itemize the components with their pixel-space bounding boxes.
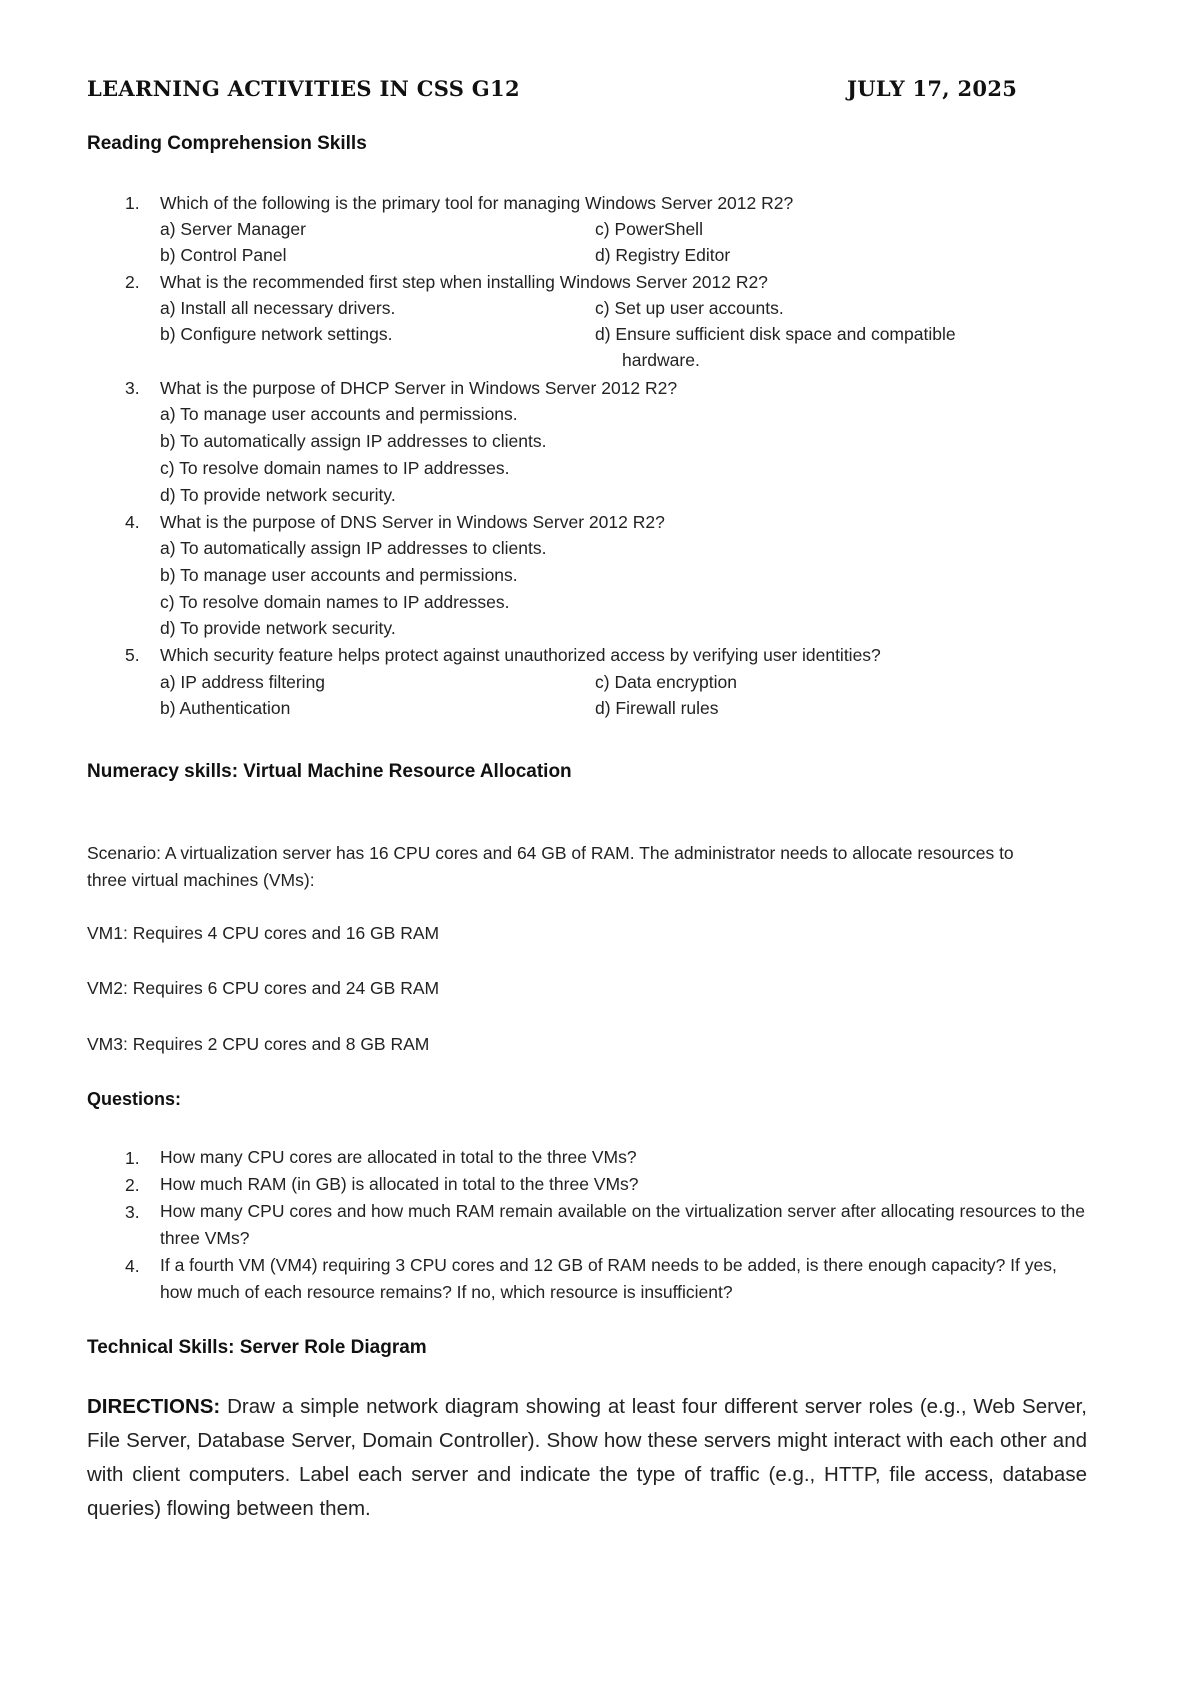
answer-option: a) To manage user accounts and permissions. [160, 404, 518, 424]
answer-option: d) Firewall rules [595, 698, 719, 718]
technical-section-heading: Technical Skills: Server Role Diagram [87, 1337, 427, 1358]
answer-option: d) Registry Editor [595, 245, 731, 265]
answer-option: b) To automatically assign IP addresses to clients. [160, 431, 547, 451]
reading-question-text: Which of the following is the primary tool for managing Windows Server 2012 R2? [160, 193, 794, 213]
numeracy-section-heading: Numeracy skills: Virtual Machine Resource Allocation [87, 761, 572, 782]
answer-option: c) To resolve domain names to IP addresses. [160, 592, 510, 612]
numeracy-question-number: 2. [125, 1175, 140, 1195]
reading-question-text: What is the recommended first step when installing Windows Server 2012 R2? [160, 272, 768, 292]
answer-option: d) To provide network security. [160, 485, 396, 505]
numeracy-question-number: 1. [125, 1148, 140, 1168]
numeracy-question-number: 3. [125, 1202, 140, 1222]
reading-question-number: 1. [125, 193, 140, 213]
reading-question-number: 3. [125, 378, 140, 398]
answer-option: b) Configure network settings. [160, 324, 393, 344]
reading-question-number: 4. [125, 512, 140, 532]
numeracy-question-number: 4. [125, 1256, 140, 1276]
worksheet-title: LEARNING ACTIVITIES IN CSS G12 [87, 76, 520, 101]
numeracy-question-text: If a fourth VM (VM4) requiring 3 CPU cores and 12 GB of RAM needs to be added, is there enough capacity? If yes, how much of each resource remains? If no, which resource is insufficient? [160, 1255, 1057, 1302]
directions-label: DIRECTIONS: [87, 1395, 221, 1418]
numeracy-question-text: How many CPU cores are allocated in total to the three VMs? [160, 1147, 637, 1167]
answer-option: b) Authentication [160, 698, 291, 718]
answer-option: d) To provide network security. [160, 618, 396, 638]
answer-option: b) To manage user accounts and permissions. [160, 565, 518, 585]
answer-option: a) To automatically assign IP addresses to clients. [160, 538, 547, 558]
answer-option: d) Ensure sufficient disk space and compatible [595, 324, 956, 344]
vm-requirement: VM2: Requires 6 CPU cores and 24 GB RAM [87, 978, 440, 998]
answer-option: c) Set up user accounts. [595, 298, 784, 318]
reading-question-text: What is the purpose of DNS Server in Windows Server 2012 R2? [160, 512, 665, 532]
answer-option: a) Server Manager [160, 219, 306, 239]
reading-question-text: Which security feature helps protect against unauthorized access by verifying user identities? [160, 645, 881, 665]
numeracy-question-text: How much RAM (in GB) is allocated in total to the three VMs? [160, 1174, 639, 1194]
reading-question-number: 5. [125, 645, 140, 665]
vm-requirement: VM1: Requires 4 CPU cores and 16 GB RAM [87, 923, 440, 943]
vm-requirement: VM3: Requires 2 CPU cores and 8 GB RAM [87, 1034, 430, 1054]
scenario-text: Scenario: A virtualization server has 16 CPU cores and 64 GB of RAM. The administrator needs to allocate resources to three virtual machines (VMs): [87, 843, 1014, 890]
questions-heading: Questions: [87, 1089, 182, 1109]
numeracy-question-text: How many CPU cores and how much RAM remain available on the virtualization server after allocating resources to the three VMs? [160, 1201, 1086, 1248]
worksheet-date: JULY 17, 2025 [847, 76, 1018, 101]
reading-section-heading: Reading Comprehension Skills [87, 133, 367, 154]
answer-option-continuation: hardware. [622, 350, 700, 370]
answer-option: c) PowerShell [595, 219, 703, 239]
directions-text: Draw a simple network diagram showing at least four different server roles (e.g., Web Server, File Server, Database Server, Domain Controller). Show how these servers might interact with each other and with client computers. Label each server and indicate the type of traffic (e.g., HTTP, file access, database queries) flowing between them. [87, 1395, 1087, 1520]
directions-paragraph [87, 1390, 1087, 1526]
answer-option: c) Data encryption [595, 672, 738, 692]
reading-question-number: 2. [125, 272, 140, 292]
answer-option: a) Install all necessary drivers. [160, 298, 396, 318]
answer-option: b) Control Panel [160, 245, 287, 265]
answer-option: a) IP address filtering [160, 672, 326, 692]
reading-question-text: What is the purpose of DHCP Server in Windows Server 2012 R2? [160, 378, 678, 398]
answer-option: c) To resolve domain names to IP addresses. [160, 458, 510, 478]
